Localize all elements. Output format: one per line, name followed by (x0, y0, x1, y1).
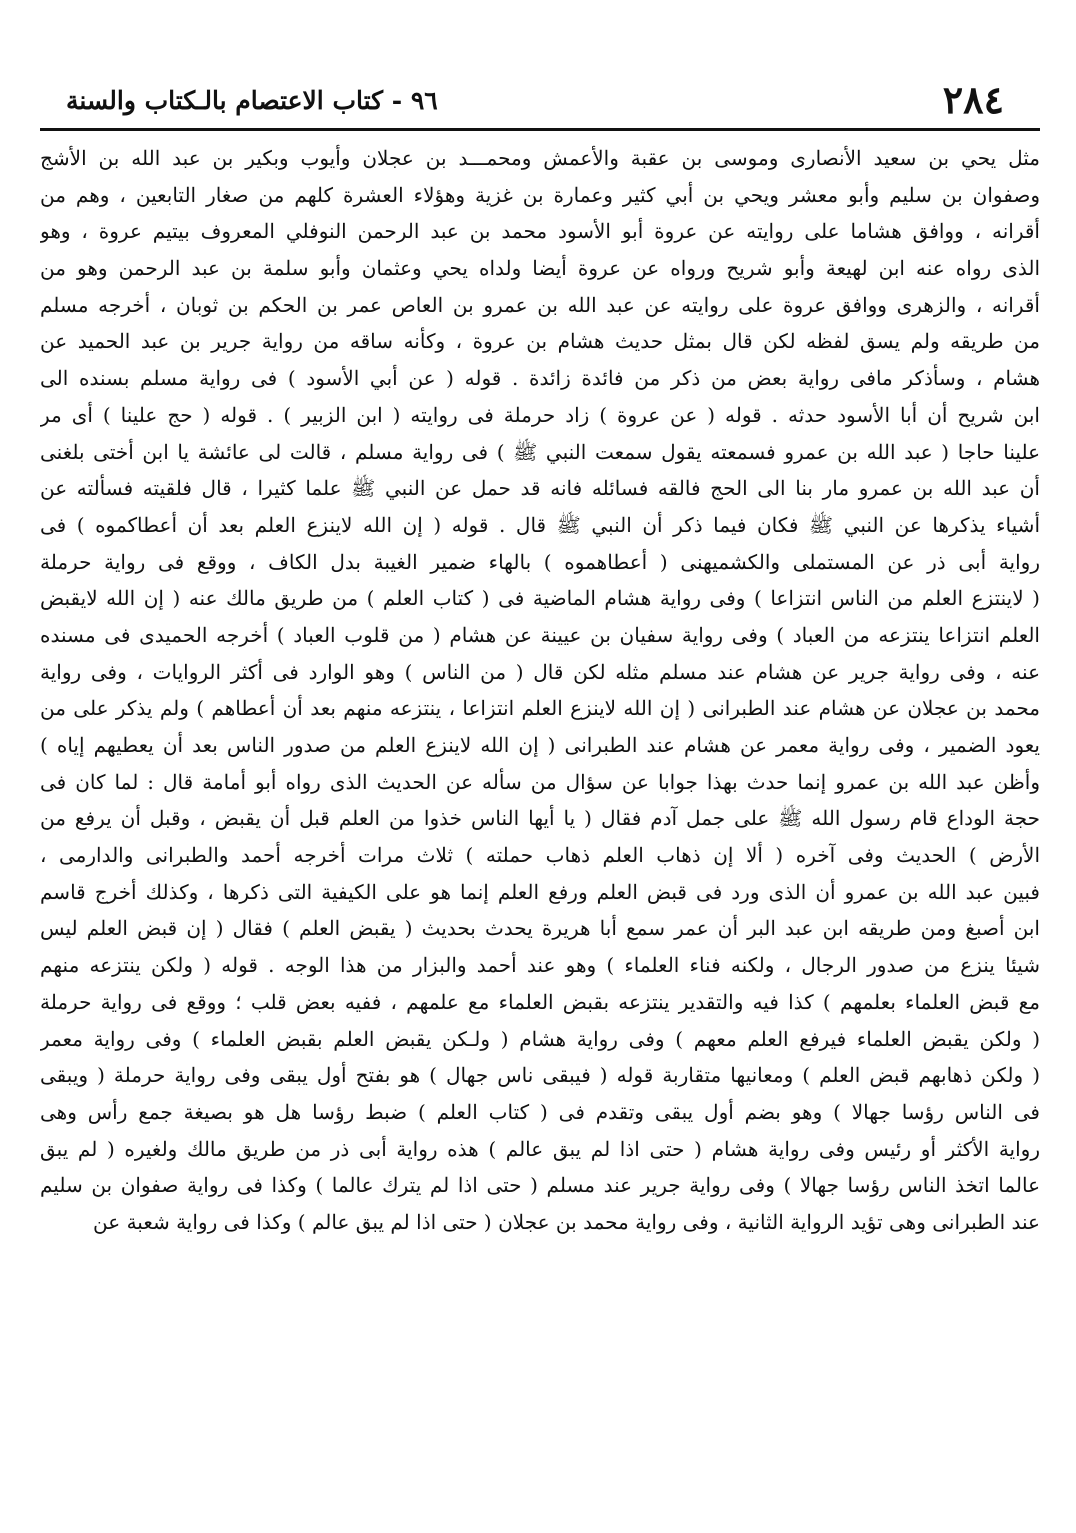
text-line: ابن شريح أن أبا الأسود حدثه . قوله ( عن عروة ) زاد حرملة فى روايته ( ابن الزبير ) . قوله ( حج علينا ) أى مر (40, 402, 1040, 427)
text-line: محمد بن عجلان عن هشام عند الطبرانى ( إن الله لاينزع العلم انتزاعا ، ينتزعه منهم بعد أن أعطاهم ) ولم يذكر على من (40, 696, 1040, 721)
text-line: عند الطبرانى وهى تؤيد الرواية الثانية ، وفى رواية محمد بن عجلان ( حتى اذا لم يبق عالم ) وكذا فى رواية شعبة عن (93, 1209, 1040, 1234)
text-line: فى الناس رؤسا جهالا ) وهو بضم أول يبقى وتقدم فى ( كتاب العلم ) ضبط رؤسا هل هو بصيغة جمع رأس وهى (40, 1099, 1040, 1124)
text-line: أقرانه ، ووافق هشاما على روايته عن عروة أبو الأسود محمد بن عبد الرحمن النوفلي المعروف بيتيم عروة ، وهو (40, 219, 1040, 244)
text-line: وصفوان بن سليم وأبو معشر ويحي بن أبي كثير وعمارة بن غزية وهؤلاء العشرة كلهم من صغار التابعين ، وهم من (40, 182, 1040, 207)
page-header (40, 78, 1040, 126)
text-line: من طريقه ولم يسق لفظه لكن قال بمثل حديث هشام بن عروة ، وكأنه ساقه من رواية جرير بن عبد الحميد عن (40, 329, 1040, 354)
text-line: رواية أبى ذر عن المستملى والكشميهنى ( أعطاهموه ) بالهاء ضمير الغيبة بدل الكاف ، ووقع فى رواية حرملة (40, 549, 1040, 574)
text-line: شيئا ينزع من صدور الرجال ، ولكنه فناء العلماء ) وهو عند أحمد والبزار من هذا الوجه . قوله ( ولكن ينتزعه منهم (40, 953, 1040, 978)
text-line: ابن أصبغ ومن طريقه ابن عبد البر أن عمر سمع أبا هريرة يحدث بحديث ( يقبض العلم ) فقال ( إن قبض العلم ليس (40, 916, 1040, 941)
text-line: يعود الضمير ، وفى رواية معمر عن هشام عند الطبرانى ( إن الله لاينزع العلم من صدور الناس بعد أن يعطيهم إياه ) (40, 733, 1040, 757)
text-line: العلم انتزاعا ينتزعه من العباد ) وفى رواية سفيان بن عيينة عن هشام ( من قلوب العباد ) أخرجه الحميدى فى مسنده (40, 622, 1040, 647)
running-title: ٩٦ - كتاب الاعتصام بالـكتاب والسنة (66, 86, 438, 115)
text-line: الذى رواه عنه ابن لهيعة وأبو شريح ورواه عن عروة أيضا ولداه يحي وعثمان وأبو سلمة بن عبد الرحمن وهو من (40, 256, 1040, 281)
text-line: وأظن عبد الله بن عمرو إنما حدث بهذا جوابا عن سؤال من سأله عن الحديث الذى رواه أبو أمامة قال : لما كان فى (40, 769, 1040, 794)
body-text (40, 140, 1040, 1241)
text-line: فبين عبد الله بن عمرو أن الذى ورد فى قبض العلم ورفع العلم إنما هو على الكيفية التى ذكرها ، وكذلك أخرج قاسم (40, 879, 1040, 904)
text-line: ( ولكن ذهابهم قبض العلم ) ومعانيها متقاربة قوله ( فيبقى ناس جهال ) هو بفتح أول يبقى وفى رواية حرملة ( ويبقى (40, 1063, 1040, 1088)
text-line: عالما اتخذ الناس رؤسا جهالا ) وفى رواية جرير عند مسلم ( حتى اذا لم يترك عالما ) وكذا فى رواية صفوان بن سليم (40, 1173, 1040, 1198)
text-line: أن عبد الله بن عمرو مار بنا الى الحج فالقه فسائله فانه قد حمل عن النبي ﷺ علما كثيرا ، قال فلقيته فسألته عن (40, 476, 1040, 501)
text-line: أشياء يذكرها عن النبي ﷺ فكان فيما ذكر أن النبي ﷺ قال . قوله ( إن الله لاينزع العلم بعد أن أعطاكموه ) فى (40, 512, 1040, 537)
text-line: علينا حاجا ( عبد الله بن عمرو فسمعته يقول سمعت النبي ﷺ ) فى رواية مسلم ، قالت لى عائشة يا ابن أختى بلغنى (40, 439, 1040, 464)
page-number: ٢٨٤ (942, 77, 1004, 122)
text-line: الأرض ) الحديث وفى آخره ( ألا إن ذهاب العلم ذهاب حملته ) ثلاث مرات أخرجه أحمد والطبرانى والدارمى ، (40, 843, 1040, 868)
text-line: هشام ، وسأذكر مافى رواية بعض من ذكر من فائدة زائدة . قوله ( عن أبي الأسود ) فى رواية مسلم بسنده الى (40, 366, 1040, 391)
text-line: مثل يحي بن سعيد الأنصارى وموسى بن عقبة والأعمش ومحمـــد بن عجلان وأيوب وبكير بن عبد الله بن الأشج (40, 146, 1040, 170)
text-line: أقرانه ، والزهرى ووافق عروة على روايته عن عبد الله بن عمرو بن العاص عمر بن الحكم بن ثوبان ، أخرجه مسلم (40, 292, 1040, 317)
header-divider (40, 128, 1040, 131)
text-line: عنه ، وفى رواية جرير عن هشام عند مسلم مثله لكن قال ( من الناس ) وهو الوارد فى أكثر الروايات ، وفى رواية (40, 659, 1040, 684)
text-line: حجة الوداع قام رسول الله ﷺ على جمل آدم فقال ( يا أيها الناس خذوا من العلم قبل أن يقبض ، وقبل أن يرفع من (40, 806, 1040, 831)
text-line: ( لاينتزع العلم من الناس انتزاعا ) وفى رواية هشام الماضية فى ( كتاب العلم ) من طريق مالك عنه ( إن الله لايقبض (40, 586, 1040, 611)
text-line: رواية الأكثر أو رئيس وفى رواية هشام ( حتى اذا لم يبق عالم ) هذه رواية أبى ذر من طريق مالك ولغيره ( لم يبق (40, 1136, 1040, 1161)
text-line: ( ولكن يقبض العلماء فيرفع العلم معهم ) وفى رواية هشام ( ولـكن يقبض العلم بقبض العلماء ) وفى رواية معمر (40, 1026, 1040, 1051)
text-line: مع قبض العلماء بعلمهم ) كذا فيه والتقدير ينتزعه بقبض العلماء مع علمهم ، ففيه بعض قلب ؛ ووقع فى رواية حرملة (40, 989, 1040, 1014)
